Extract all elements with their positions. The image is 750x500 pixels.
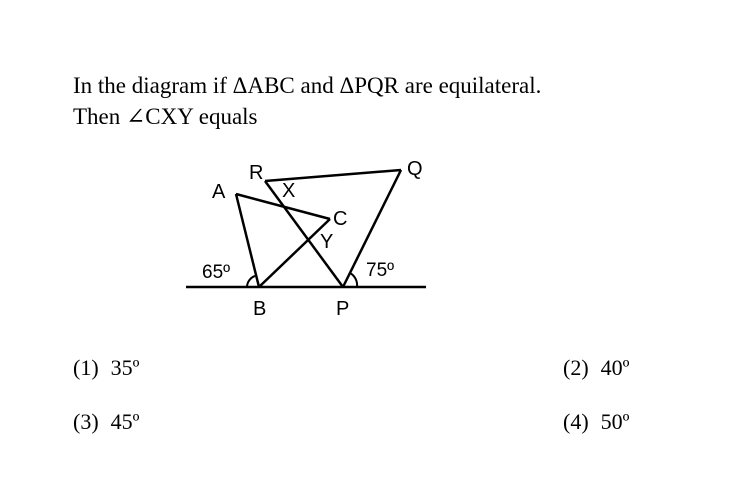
- option-2-number: (2): [563, 355, 589, 380]
- label-P: P: [336, 298, 350, 320]
- question-line-1: In the diagram if ΔABC and ΔPQR are equilateral.: [73, 73, 542, 98]
- segment-AB: [236, 194, 259, 287]
- label-R: R: [249, 162, 264, 184]
- option-1[interactable]: [73, 355, 139, 381]
- question-line-2: Then ∠CXY equals: [73, 104, 258, 129]
- angle-arc-65: [247, 276, 255, 287]
- label-B: B: [253, 298, 267, 320]
- label-Q: Q: [407, 158, 423, 180]
- label-C: C: [333, 208, 348, 230]
- option-2-value: 40º: [600, 355, 630, 380]
- angle-label-right: 75º: [366, 260, 395, 281]
- option-1-number: (1): [73, 355, 99, 380]
- option-4[interactable]: [563, 409, 629, 435]
- option-3[interactable]: [73, 409, 139, 435]
- label-A: A: [212, 181, 226, 203]
- angle-arc-75: [350, 273, 357, 287]
- option-3-value: 45º: [110, 409, 140, 434]
- option-1-value: 35º: [110, 355, 140, 380]
- label-X: X: [282, 180, 296, 202]
- option-4-number: (4): [563, 409, 589, 434]
- label-Y: Y: [320, 231, 334, 253]
- angle-label-left: 65º: [202, 262, 231, 283]
- option-4-value: 50º: [600, 409, 630, 434]
- option-2[interactable]: [563, 355, 629, 381]
- option-3-number: (3): [73, 409, 99, 434]
